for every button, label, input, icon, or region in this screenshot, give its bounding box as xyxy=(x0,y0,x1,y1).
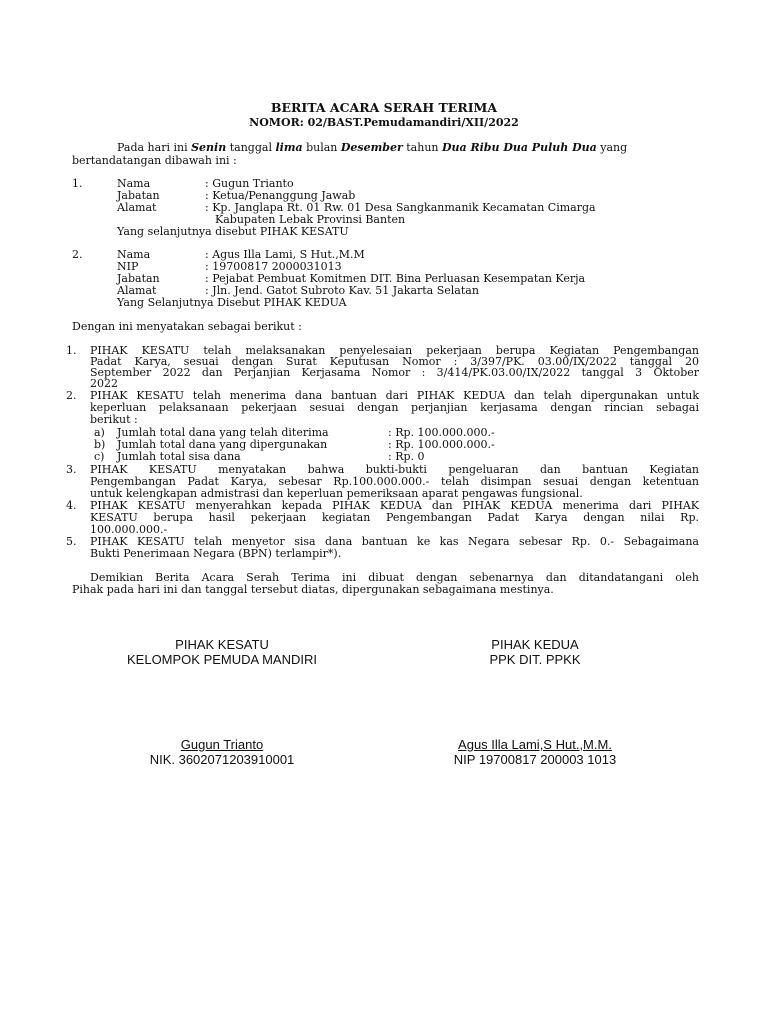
party2-number: 2. xyxy=(72,248,83,261)
point-number: 4. xyxy=(66,499,77,512)
point-number: 5. xyxy=(66,535,77,548)
party2-label-nip: NIP xyxy=(117,260,139,273)
party1-value-position: : Ketua/Penanggung Jawab xyxy=(205,189,356,202)
point-1-line-3: September 2022 dan Perjanjian Kerjasama Nomor : 3/414/PK.03.00/IX/2022 tanggal 3 Oktober xyxy=(90,366,699,379)
signature-left-name xyxy=(102,737,342,752)
sub-value-received: : Rp. 100.000.000.- xyxy=(388,426,495,439)
intro-text: yang xyxy=(600,141,628,154)
signature-right-name xyxy=(415,737,655,752)
sub-letter: b) xyxy=(94,438,106,451)
party2-note: Yang Selanjutnya Disebut PIHAK KEDUA xyxy=(117,296,347,309)
party1-label-address: Alamat xyxy=(117,201,157,214)
point-2-line-3: berikut : xyxy=(90,413,138,426)
intro-line-2: bertandatangan dibawah ini : xyxy=(72,154,237,167)
statement-intro: Dengan ini menyatakan sebagai berikut : xyxy=(72,320,302,333)
point-4-line-3: 100.000.000.- xyxy=(90,523,168,536)
sub-letter: c) xyxy=(94,450,105,463)
sub-label-received: Jumlah total dana yang telah diterima xyxy=(117,426,329,439)
intro-line-1 xyxy=(117,142,627,154)
sub-letter: a) xyxy=(94,426,105,439)
signature-right-name-text: Agus Illa Lami,S Hut.,M.M. xyxy=(458,737,612,752)
party1-value-address: : Kp. Janglapa Rt. 01 Rw. 01 Desa Sangkanmanik Kecamatan Cimarga xyxy=(205,201,596,214)
party1-number: 1. xyxy=(72,177,83,190)
party2-value-position: : Pejabat Pembuat Komitmen DIT. Bina Perluasan Kesempatan Kerja xyxy=(205,272,586,285)
party2-value-nip: : 19700817 2000031013 xyxy=(205,260,342,273)
intro-date: lima xyxy=(275,141,303,154)
intro-text: tanggal xyxy=(229,141,272,154)
point-4-line-2: KESATU berupa hasil pekerjaan kegiatan Pengembangan Padat Karya dengan nilai Rp. xyxy=(90,511,699,524)
signature-right-org: PPK DIT. PPKK xyxy=(489,652,581,667)
point-3-line-3: untuk kelengkapan admistrasi dan keperluan pemeriksaan aparat pengawas fungsional. xyxy=(90,487,583,500)
point-5-line-1: PIHAK KESATU telah menyetor sisa dana bantuan ke kas Negara sebesar Rp. 0.- Sebagaimana xyxy=(90,535,699,548)
intro-month: Desember xyxy=(340,141,403,154)
point-number: 3. xyxy=(66,463,77,476)
signature-right-id: NIP 19700817 200003 1013 xyxy=(453,752,617,767)
document-number: NOMOR: 02/BAST.Pemudamandiri/XII/2022 xyxy=(249,116,519,129)
party2-value-name: : Agus Illa Lami, S Hut.,M.M xyxy=(205,248,365,261)
party2-label-name: Nama xyxy=(117,248,151,261)
party2-value-address: : Jln. Jend. Gatot Subroto Kav. 51 Jakarta Selatan xyxy=(205,284,479,297)
point-5-line-2: Bukti Penerimaan Negara (BPN) terlampir*). xyxy=(90,547,342,560)
point-2-line-2: keperluan pelaksanaan pekerjaan sesuai dengan perjanjian kerjasama dengan rincian sebagai xyxy=(90,401,699,414)
signature-right-title: PIHAK KEDUA xyxy=(491,637,579,652)
sub-value-used: : Rp. 100.000.000.- xyxy=(388,438,495,451)
closing-line-2: Pihak pada hari ini dan tanggal tersebut diatas, dipergunakan sebagaimana mestinya. xyxy=(72,583,554,596)
point-1-line-1: PIHAK KESATU telah melaksanakan penyelesaian pekerjaan berupa Kegiatan Pengembangan xyxy=(90,344,699,357)
signature-left-title: PIHAK KESATU xyxy=(175,637,269,652)
party2-label-position: Jabatan xyxy=(117,272,160,285)
signature-left-id: NIK. 3602071203910001 xyxy=(149,752,295,767)
document-title: BERITA ACARA SERAH TERIMA xyxy=(270,100,498,115)
point-2-line-1: PIHAK KESATU telah menerima dana bantuan dari PIHAK KEDUA dan telah dipergunakan untuk xyxy=(90,389,699,402)
party1-label-name: Nama xyxy=(117,177,151,190)
signature-left-org: KELOMPOK PEMUDA MANDIRI xyxy=(127,652,317,667)
closing-line-1: Demikian Berita Acara Serah Terima ini dibuat dengan sebenarnya dan ditandatangani oleh xyxy=(90,571,699,584)
point-3-line-2: Pengembangan Padat Karya, sebesar Rp.100.000.000.- telah disimpan sesuai dengan ketentuan xyxy=(90,475,699,488)
intro-text: tahun xyxy=(406,141,439,154)
party2-label-address: Alamat xyxy=(117,284,157,297)
intro-day: Senin xyxy=(191,141,227,154)
point-1-line-2: Padat Karya, sesuai dengan Surat Keputusan Nomor : 3/397/PK. 03.00/IX/2022 tanggal 20 xyxy=(90,355,699,368)
point-number: 1. xyxy=(66,344,77,357)
point-4-line-1: PIHAK KESATU menyerahkan kepada PIHAK KEDUA dan PIHAK KEDUA menerima dari PIHAK xyxy=(90,499,699,512)
party1-note: Yang selanjutnya disebut PIHAK KESATU xyxy=(117,225,349,238)
intro-text: bulan xyxy=(306,141,338,154)
point-1-line-4: 2022 xyxy=(90,377,118,390)
party1-label-position: Jabatan xyxy=(117,189,160,202)
intro-text: Pada hari ini xyxy=(117,141,188,154)
signature-left-name-text: Gugun Trianto xyxy=(180,737,264,752)
point-3-line-1: PIHAK KESATU menyatakan bahwa bukti-bukti pengeluaran dan bantuan Kegiatan xyxy=(90,463,699,476)
point-number: 2. xyxy=(66,389,77,402)
party1-value-name: : Gugun Trianto xyxy=(205,177,294,190)
sub-value-remaining: : Rp. 0 xyxy=(388,450,425,463)
sub-label-remaining: Jumlah total sisa dana xyxy=(117,450,241,463)
sub-label-used: Jumlah total dana yang dipergunakan xyxy=(117,438,328,451)
party1-address-continued: Kabupaten Lebak Provinsi Banten xyxy=(215,213,406,226)
intro-year: Dua Ribu Dua Puluh Dua xyxy=(441,141,597,154)
